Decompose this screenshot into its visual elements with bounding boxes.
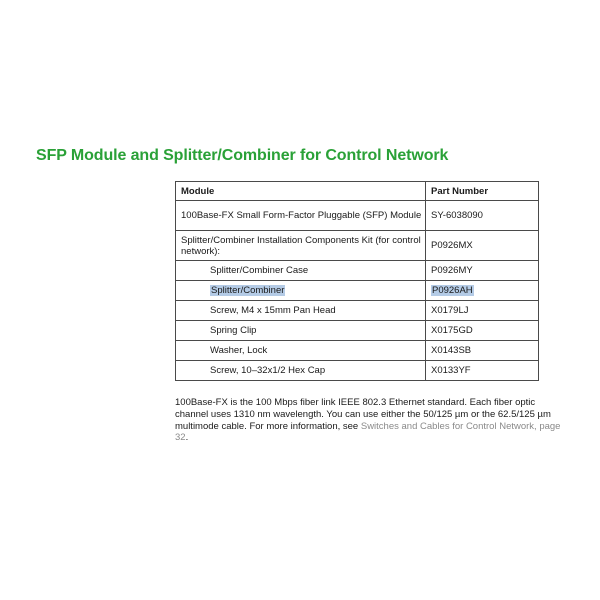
table-row	[176, 301, 539, 321]
module-cell: Splitter/Combiner Case	[176, 261, 426, 281]
parts-table	[175, 181, 539, 381]
header-module: Module	[176, 182, 426, 201]
module-cell	[176, 281, 426, 301]
table-row	[176, 261, 539, 281]
selected-module-text[interactable]: Splitter/Combiner	[211, 285, 285, 296]
module-cell: Screw, M4 x 15mm Pan Head	[176, 301, 426, 321]
cross-reference-link[interactable]: Switches and Cables for Control Network, page 32	[175, 420, 561, 444]
table-row-selected	[176, 281, 539, 301]
table-row	[176, 341, 539, 361]
page-title: SFP Module and Splitter/Combiner for Control Network	[36, 147, 449, 164]
part-number-cell: SY-6038090	[426, 201, 539, 231]
footnote-end: .	[185, 432, 189, 444]
module-cell: Washer, Lock	[176, 341, 426, 361]
selected-part-number-text[interactable]: P0926AH	[432, 285, 473, 296]
table-row	[176, 231, 539, 261]
part-number-cell: X0143SB	[426, 341, 539, 361]
module-cell: Screw, 10–32x1/2 Hex Cap	[176, 361, 426, 381]
table-header-row	[176, 182, 539, 201]
part-number-cell: P0926MX	[426, 231, 539, 261]
table-row	[176, 201, 539, 231]
footnote-text: 100Base-FX is the 100 Mbps fiber link IEEE 802.3 Ethernet standard. Each fiber optic channel uses 1310 nm wavelength. You can use either the 50/125 µm or the 62.5/125 µm multimode cable. For more information, see	[175, 397, 551, 432]
part-number-cell: P0926MY	[426, 261, 539, 281]
module-cell: Spring Clip	[176, 321, 426, 341]
part-number-cell: X0175GD	[426, 321, 539, 341]
table-row	[176, 321, 539, 341]
part-number-cell: X0133YF	[426, 361, 539, 381]
part-number-cell	[426, 281, 539, 301]
module-cell: Splitter/Combiner Installation Components Kit (for control network):	[176, 231, 426, 261]
footnote-paragraph	[175, 397, 565, 444]
header-part-number: Part Number	[426, 182, 539, 201]
table-row	[176, 361, 539, 381]
part-number-cell: X0179LJ	[426, 301, 539, 321]
module-cell: 100Base-FX Small Form-Factor Pluggable (SFP) Module	[176, 201, 426, 231]
